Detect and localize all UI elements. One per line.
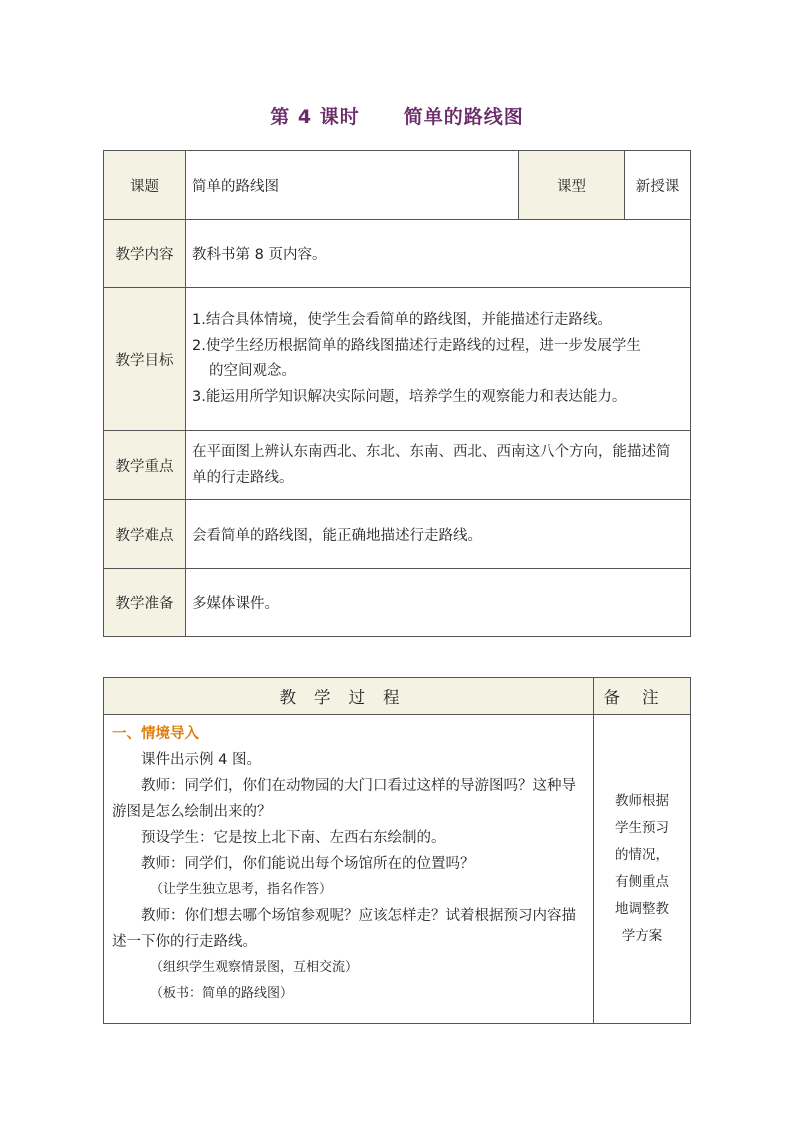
process-header-row <box>104 678 691 715</box>
difficulty-row <box>104 500 691 569</box>
process-content <box>104 715 594 1024</box>
key-value: 在平面图上辨认东南西北、东北、东南、西北、西南这八个方向，能描述简单的行走路线。 <box>186 431 691 500</box>
topic-row <box>104 151 691 220</box>
goal-2-cont: 的空间观念。 <box>209 363 296 379</box>
remark-line-3: 的情况， <box>615 847 669 863</box>
section-title: 一、情境导入 <box>112 726 199 742</box>
difficulty-value: 会看简单的路线图，能正确地描述行走路线。 <box>186 500 691 569</box>
teaching-process-table <box>103 677 691 1024</box>
type-label: 课型 <box>519 151 625 220</box>
goal-1: 1.结合具体情境，使学生会看简单的路线图，并能描述行走路线。 <box>192 312 612 328</box>
process-header: 教学过程 <box>104 678 594 715</box>
content-row <box>104 220 691 288</box>
goals-label: 教学目标 <box>104 288 186 431</box>
remarks-cell <box>594 715 691 1024</box>
prep-value: 多媒体课件。 <box>186 569 691 637</box>
topic-value: 简单的路线图 <box>186 151 519 220</box>
remark-line-4: 有侧重点 <box>615 874 669 890</box>
prep-row <box>104 569 691 637</box>
process-line-4: 教师：同学们，你们能说出每个场馆所在的位置吗？ <box>141 856 475 872</box>
prep-label: 教学准备 <box>104 569 186 637</box>
lesson-name: 简单的路线图 <box>403 106 524 128</box>
notes-header: 备注 <box>594 678 691 715</box>
difficulty-label: 教学难点 <box>104 500 186 569</box>
process-line-3: 预设学生：它是按上北下南、左西右东绘制的。 <box>141 830 446 846</box>
process-line-1: 课件出示例 4 图。 <box>141 752 261 768</box>
type-value: 新授课 <box>625 151 691 220</box>
remark-line-1: 教师根据 <box>615 793 669 809</box>
key-row <box>104 431 691 500</box>
goals-row <box>104 288 691 431</box>
content-label: 教学内容 <box>104 220 186 288</box>
goal-3: 3.能运用所学知识解决实际问题，培养学生的观察能力和表达能力。 <box>192 388 627 405</box>
topic-label: 课题 <box>104 151 186 220</box>
remark-line-2: 学生预习 <box>615 820 669 836</box>
process-line-2: 教师：同学们，你们在动物园的大门口看过这样的导游图吗？这种导游图是怎么绘制出来的？ <box>112 778 576 820</box>
lesson-info-table <box>103 150 691 637</box>
process-line-5: 教师：你们想去哪个场馆参观呢？应该怎样走？试着根据预习内容描述一下你的行走路线。 <box>112 908 576 950</box>
content-value: 教科书第 8 页内容。 <box>186 220 691 288</box>
lesson-title <box>0 102 794 129</box>
lesson-number: 第 4 课时 <box>270 106 360 128</box>
process-note-2: （组织学生观察情景图，互相交流） <box>150 960 359 975</box>
process-note-3: （板书：简单的路线图） <box>150 986 294 1001</box>
key-label: 教学重点 <box>104 431 186 500</box>
remark-line-6: 学方案 <box>621 928 663 944</box>
goals-value <box>186 288 691 431</box>
remark-line-5: 地调整教 <box>615 901 669 917</box>
goal-2: 2.使学生经历根据简单的路线图描述行走路线的过程，进一步发展学生 <box>192 337 641 354</box>
process-body-row <box>104 715 691 1024</box>
process-note-1: （让学生独立思考，指名作答） <box>150 882 333 897</box>
